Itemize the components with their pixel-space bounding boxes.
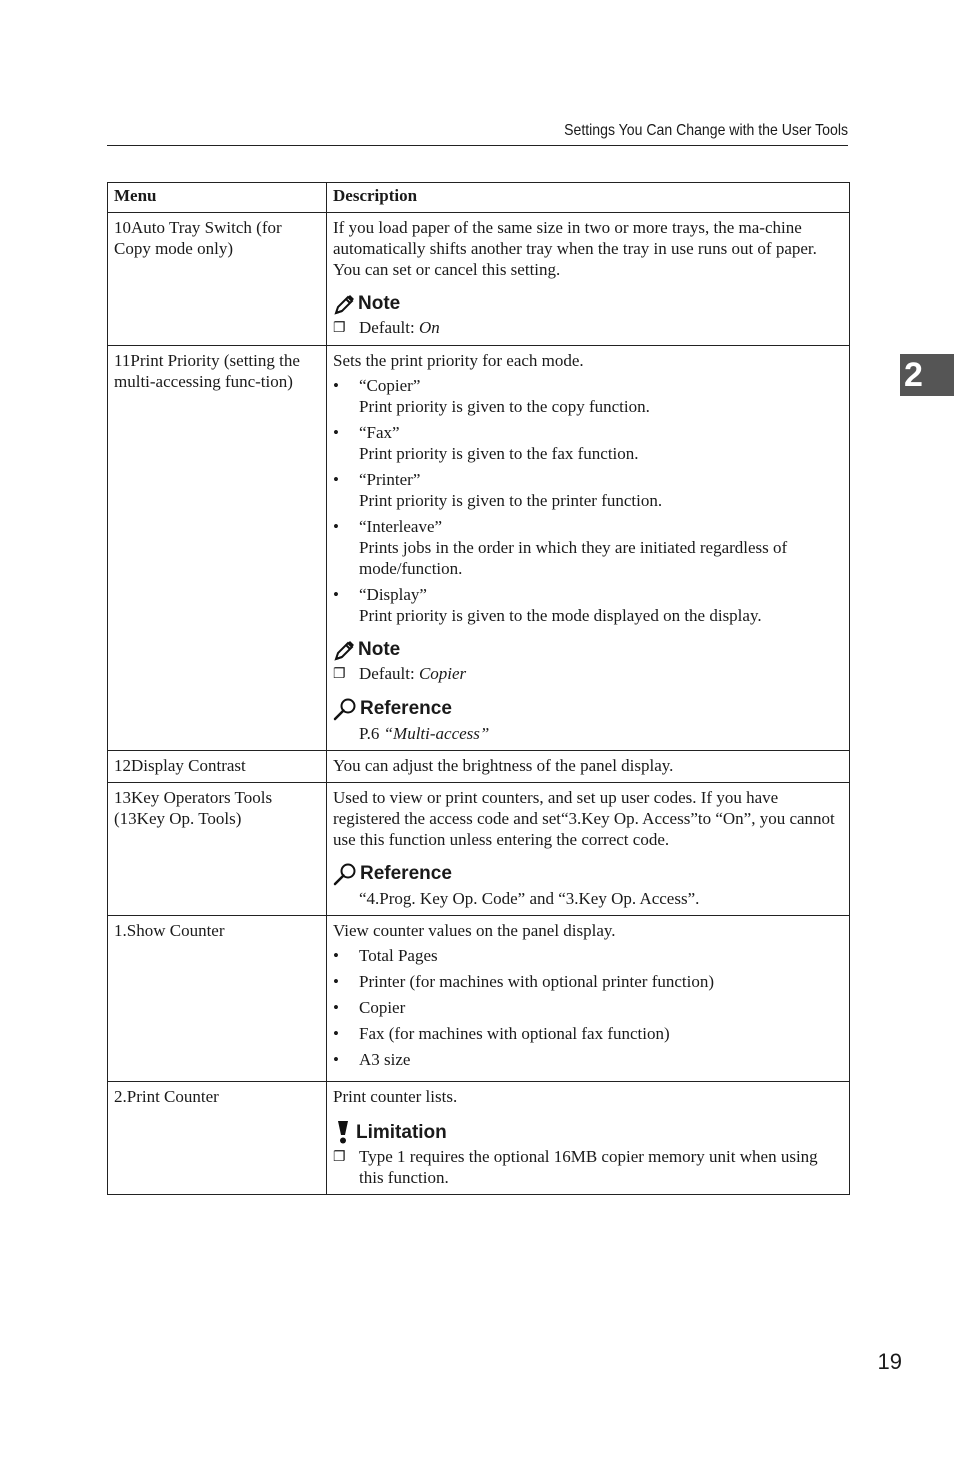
running-header: Settings You Can Change with the User Tools xyxy=(564,122,848,139)
list-item xyxy=(333,584,839,626)
menu-cell: 10Auto Tray Switch (for Copy mode only) xyxy=(108,213,327,346)
limitation-heading xyxy=(333,1119,839,1145)
reference-heading xyxy=(333,862,839,886)
list-item: • Fax (for machines with optional fax function) xyxy=(333,1024,670,1043)
magnifier-icon xyxy=(333,862,357,886)
description-column-header: Description xyxy=(327,183,850,213)
header-rule xyxy=(107,145,848,146)
description-cell xyxy=(327,213,850,346)
pencil-icon xyxy=(333,640,355,662)
priority-list xyxy=(333,375,839,626)
note-label: Default: xyxy=(359,318,419,337)
list-item xyxy=(333,422,839,464)
item-text: Print priority is given to the mode displayed on the display. xyxy=(359,606,762,625)
table-row xyxy=(108,783,850,916)
bullet-icon: • xyxy=(333,1024,339,1043)
table-row xyxy=(108,1082,850,1195)
bullet-icon: • xyxy=(333,517,339,536)
chapter-tab: 2 xyxy=(900,354,954,396)
item-term: “Interleave” xyxy=(359,517,443,536)
reference-page: P.6 xyxy=(359,724,384,743)
checkbox-bullet-icon: ❐ xyxy=(333,667,346,682)
counter-list xyxy=(333,945,839,1070)
reference-text: “4.Prog. Key Op. Code” and “3.Key Op. Access”. xyxy=(359,889,700,908)
reference-heading xyxy=(333,697,839,721)
item-term: “Fax” xyxy=(359,423,400,442)
reference-title: Reference xyxy=(360,698,452,719)
description-cell xyxy=(327,916,850,1082)
note-title: Note xyxy=(358,639,401,660)
settings-table xyxy=(107,182,850,1195)
reference-title: Reference xyxy=(360,863,452,884)
menu-cell: 11Print Priority (setting the multi-accessing func-tion) xyxy=(108,346,327,751)
item-text: Print priority is given to the fax function. xyxy=(359,444,639,463)
bullet-icon: • xyxy=(333,946,339,965)
note-title: Note xyxy=(358,293,401,314)
table-header-row xyxy=(108,183,850,213)
description-text: Sets the print priority for each mode. xyxy=(333,351,584,370)
limitation-item xyxy=(333,1146,839,1188)
menu-cell: 12Display Contrast xyxy=(108,751,327,783)
menu-column-header: Menu xyxy=(108,183,327,213)
bullet-icon: • xyxy=(333,972,339,991)
item-term: “Copier” xyxy=(359,376,421,395)
pencil-icon xyxy=(333,294,355,316)
note-heading xyxy=(333,292,839,316)
description-cell xyxy=(327,346,850,751)
checkbox-bullet-icon: ❐ xyxy=(333,1150,346,1165)
note-item xyxy=(333,317,839,339)
description-text: Used to view or print counters, and set up user codes. If you have registered the access code and set“3.Key Op. Access”to “On”, you cannot use this function unless entering the correct code. xyxy=(333,788,835,849)
item-text: Print priority is given to the copy function. xyxy=(359,397,650,416)
menu-cell: 13Key Operators Tools (13Key Op. Tools) xyxy=(108,783,327,916)
description-text: If you load paper of the same size in two or more trays, the ma-chine automatically shifts another tray when the tray in use runs out of paper. You can set or cancel this setting. xyxy=(333,218,817,279)
list-item: • Total Pages xyxy=(333,946,438,965)
note-value: Copier xyxy=(418,664,467,683)
note-heading xyxy=(333,638,839,662)
item-term: “Printer” xyxy=(359,470,421,489)
reference-text xyxy=(333,723,839,744)
description-cell xyxy=(327,783,850,916)
exclamation-icon xyxy=(333,1119,353,1145)
bullet-icon: • xyxy=(333,376,339,395)
bullet-icon: • xyxy=(333,423,339,442)
bullet-icon: • xyxy=(333,585,339,604)
note-value: On xyxy=(418,318,440,337)
description-text: View counter values on the panel display. xyxy=(333,921,616,940)
item-text: Prints jobs in the order in which they are initiated regardless of mode/function. xyxy=(359,538,788,578)
page-number: 19 xyxy=(877,1349,902,1374)
reference-target: “Multi-access” xyxy=(383,724,490,743)
table-row xyxy=(108,346,850,751)
description-text: You can adjust the brightness of the panel display. xyxy=(333,756,674,775)
item-term: “Display” xyxy=(359,585,427,604)
note-item xyxy=(333,663,839,685)
description-cell xyxy=(327,751,850,783)
description-cell xyxy=(327,1082,850,1195)
item-text: Print priority is given to the printer function. xyxy=(359,491,663,510)
note-label: Default: xyxy=(359,664,419,683)
bullet-icon: • xyxy=(333,1050,339,1069)
description-text: Print counter lists. xyxy=(333,1087,458,1106)
limitation-title: Limitation xyxy=(356,1122,447,1143)
table-row xyxy=(108,213,850,346)
bullet-icon: • xyxy=(333,998,339,1017)
table-row xyxy=(108,916,850,1082)
table-row xyxy=(108,751,850,783)
list-item: • Copier xyxy=(333,998,406,1017)
list-item: • Printer (for machines with optional printer function) xyxy=(333,972,715,991)
list-item xyxy=(333,375,839,417)
checkbox-bullet-icon: ❐ xyxy=(333,321,346,336)
list-item: • A3 size xyxy=(333,1050,411,1069)
list-item xyxy=(333,469,839,511)
magnifier-icon xyxy=(333,697,357,721)
menu-cell: 1.Show Counter xyxy=(108,916,327,1082)
limitation-text: Type 1 requires the optional 16MB copier memory unit when using this function. xyxy=(359,1147,818,1187)
bullet-icon: • xyxy=(333,470,339,489)
list-item xyxy=(333,516,839,579)
menu-cell: 2.Print Counter xyxy=(108,1082,327,1195)
